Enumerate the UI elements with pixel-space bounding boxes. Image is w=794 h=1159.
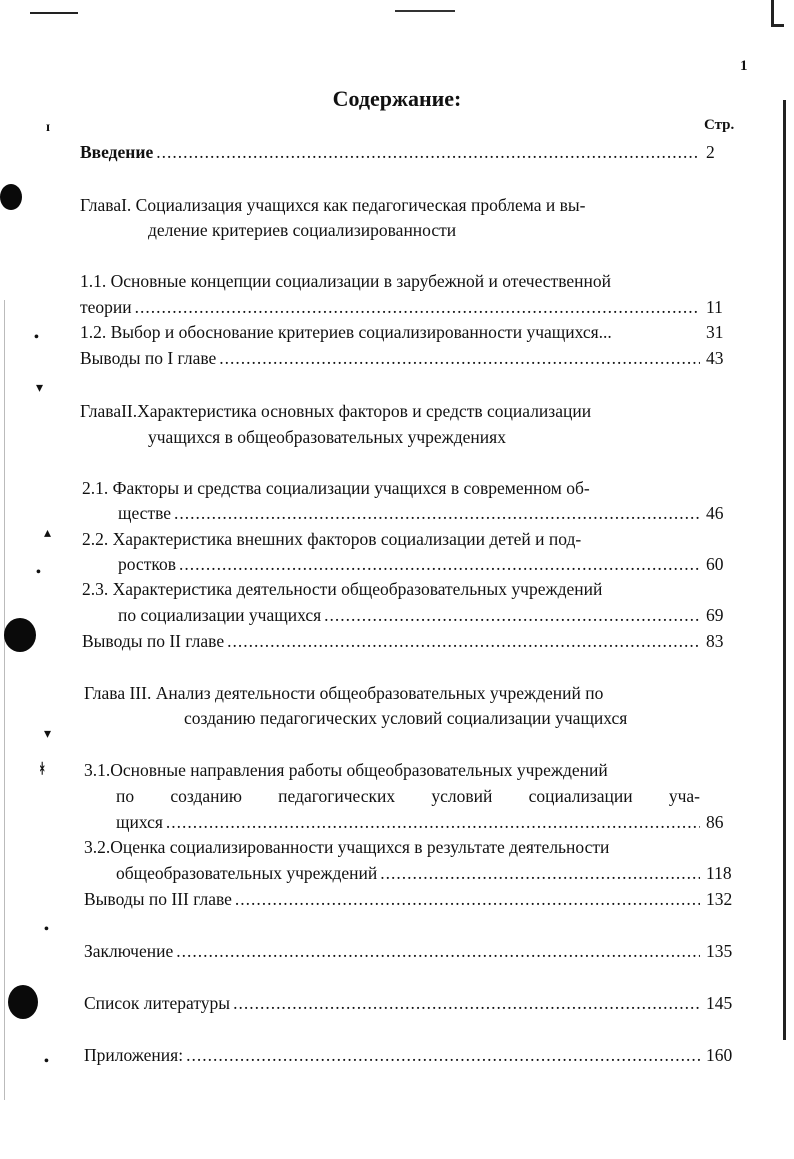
toc-entry-2-3: 2.3. Характеристика деятельности общеобразовательных учреждений	[82, 579, 603, 599]
dot-leader	[380, 862, 700, 884]
toc-page-number: 132	[706, 889, 733, 909]
dot-leader	[135, 296, 700, 318]
toc-entry-2-2-cont	[118, 553, 740, 575]
scan-edge-line	[30, 12, 78, 14]
toc-entry-3-1-cont2	[116, 811, 740, 833]
dot-leader	[176, 940, 700, 962]
toc-entry-3-2-cont	[116, 862, 740, 884]
toc-entry-label: общеобразовательных учреждений	[116, 863, 378, 883]
toc-entry-3-2: 3.2.Оценка социализированности учащихся в результате деятельности	[84, 837, 610, 857]
toc-entry-conclusion	[84, 940, 740, 962]
page-number: 1	[740, 58, 748, 74]
toc-entry-1-1: 1.1. Основные концепции социализации в зарубежной и отечественной	[80, 271, 611, 291]
toc-page-number: 69	[706, 605, 724, 625]
toc-entry-label: теории	[80, 297, 132, 317]
dot-leader	[174, 502, 700, 524]
scan-edge-line	[395, 10, 455, 12]
chapter-1-heading-cont: деление критериев социализированности	[148, 220, 457, 240]
toc-entry-1-1-cont	[80, 296, 740, 318]
toc-entry-bibliography	[84, 992, 740, 1014]
dot-leader	[235, 888, 700, 910]
toc-page-number: 60	[706, 554, 724, 574]
dot-leader	[324, 604, 700, 626]
toc-entry-label: Выводы по I главе	[80, 348, 217, 368]
chapter-3-heading: Глава III. Анализ деятельности общеобразовательных учреждений по	[84, 683, 604, 703]
punch-hole-mark	[0, 184, 22, 210]
toc-entry-label: Заключение	[84, 941, 174, 961]
dot-leader	[186, 1044, 700, 1066]
toc-entry-label: Выводы по II главе	[82, 631, 225, 651]
toc-entry-1-2	[80, 321, 740, 343]
dot-leader	[227, 630, 700, 652]
chapter-3-heading-cont: созданию педагогических условий социализации учащихся	[184, 708, 628, 728]
toc-page-number: 145	[706, 993, 733, 1013]
dot-leader	[233, 992, 700, 1014]
toc-entry-label: Список литературы	[84, 993, 231, 1013]
toc-entry-2-2: 2.2. Характеристика внешних факторов социализации детей и под-	[82, 529, 582, 549]
toc-entry-intro	[80, 141, 740, 163]
toc-entry-conclusions-3	[84, 888, 740, 910]
toc-entry-label: по социализации учащихся	[118, 605, 322, 625]
scan-speck: ɪ	[46, 120, 51, 135]
dot-leader	[219, 347, 700, 369]
toc-page-number: 11	[706, 297, 723, 317]
toc-entry-2-3-cont	[118, 604, 740, 626]
toc-entry-3-1: 3.1.Основные направления работы общеобразовательных учреждений	[84, 760, 608, 780]
toc-page-number: 83	[706, 631, 724, 651]
toc-page-number: 118	[706, 863, 732, 883]
toc-entry-conclusions-1	[80, 347, 740, 369]
scan-speck: ▾	[44, 727, 52, 742]
dot-leader	[166, 811, 700, 833]
scan-speck: ▴	[44, 526, 52, 541]
toc-entry-label: Введение	[80, 142, 154, 162]
toc-page-number: 43	[706, 348, 724, 368]
page-column-label: Стр.	[704, 117, 735, 133]
toc-entry-label: Приложения:	[84, 1045, 184, 1065]
scan-margin-line	[4, 300, 5, 1100]
toc-page-number: 160	[706, 1045, 733, 1065]
toc-page-number: 46	[706, 503, 724, 523]
toc-entry-label: ростков	[118, 554, 176, 574]
toc-page-number: 2	[706, 142, 715, 162]
toc-entry-2-1-cont	[118, 502, 740, 524]
punch-hole-mark	[4, 618, 36, 652]
toc-entry-appendices	[84, 1044, 740, 1066]
scan-corner-mark	[771, 0, 784, 27]
toc-entry-3-1-cont: по созданию педагогических условий социализации уча-	[116, 786, 700, 806]
dot-leader	[156, 141, 700, 163]
toc-entry-label: ществе	[118, 503, 172, 523]
scan-speck: •	[44, 1054, 49, 1069]
chapter-2-heading: ГлаваII.Характеристика основных факторов и средств социализации	[80, 401, 592, 421]
toc-page-number: 135	[706, 941, 733, 961]
scan-speck: ▾	[36, 381, 44, 396]
scan-speck: •	[34, 330, 39, 345]
dot-leader	[179, 553, 700, 575]
toc-page-number: 86	[706, 812, 724, 832]
scan-speck: ᚼ	[38, 762, 47, 777]
page-title: Содержание:	[332, 86, 462, 111]
chapter-1-heading: ГлаваI. Социализация учащихся как педагогическая проблема и вы-	[80, 195, 586, 215]
chapter-2-heading-cont: учащихся в общеобразовательных учреждениях	[148, 427, 506, 447]
scan-edge-bar	[783, 100, 786, 1040]
toc-entry-label: щихся	[116, 812, 163, 832]
punch-hole-mark	[8, 985, 38, 1019]
scan-speck: •	[44, 922, 49, 937]
scan-speck: •	[36, 565, 41, 580]
toc-entry-2-1: 2.1. Факторы и средства социализации учащихся в современном об-	[82, 478, 590, 498]
toc-entry-conclusions-2	[82, 630, 740, 652]
toc-entry-label: Выводы по III главе	[84, 889, 232, 909]
toc-page-number: 31	[706, 322, 724, 342]
toc-entry-label: 1.2. Выбор и обоснование критериев социализированности учащихся...	[80, 322, 612, 342]
